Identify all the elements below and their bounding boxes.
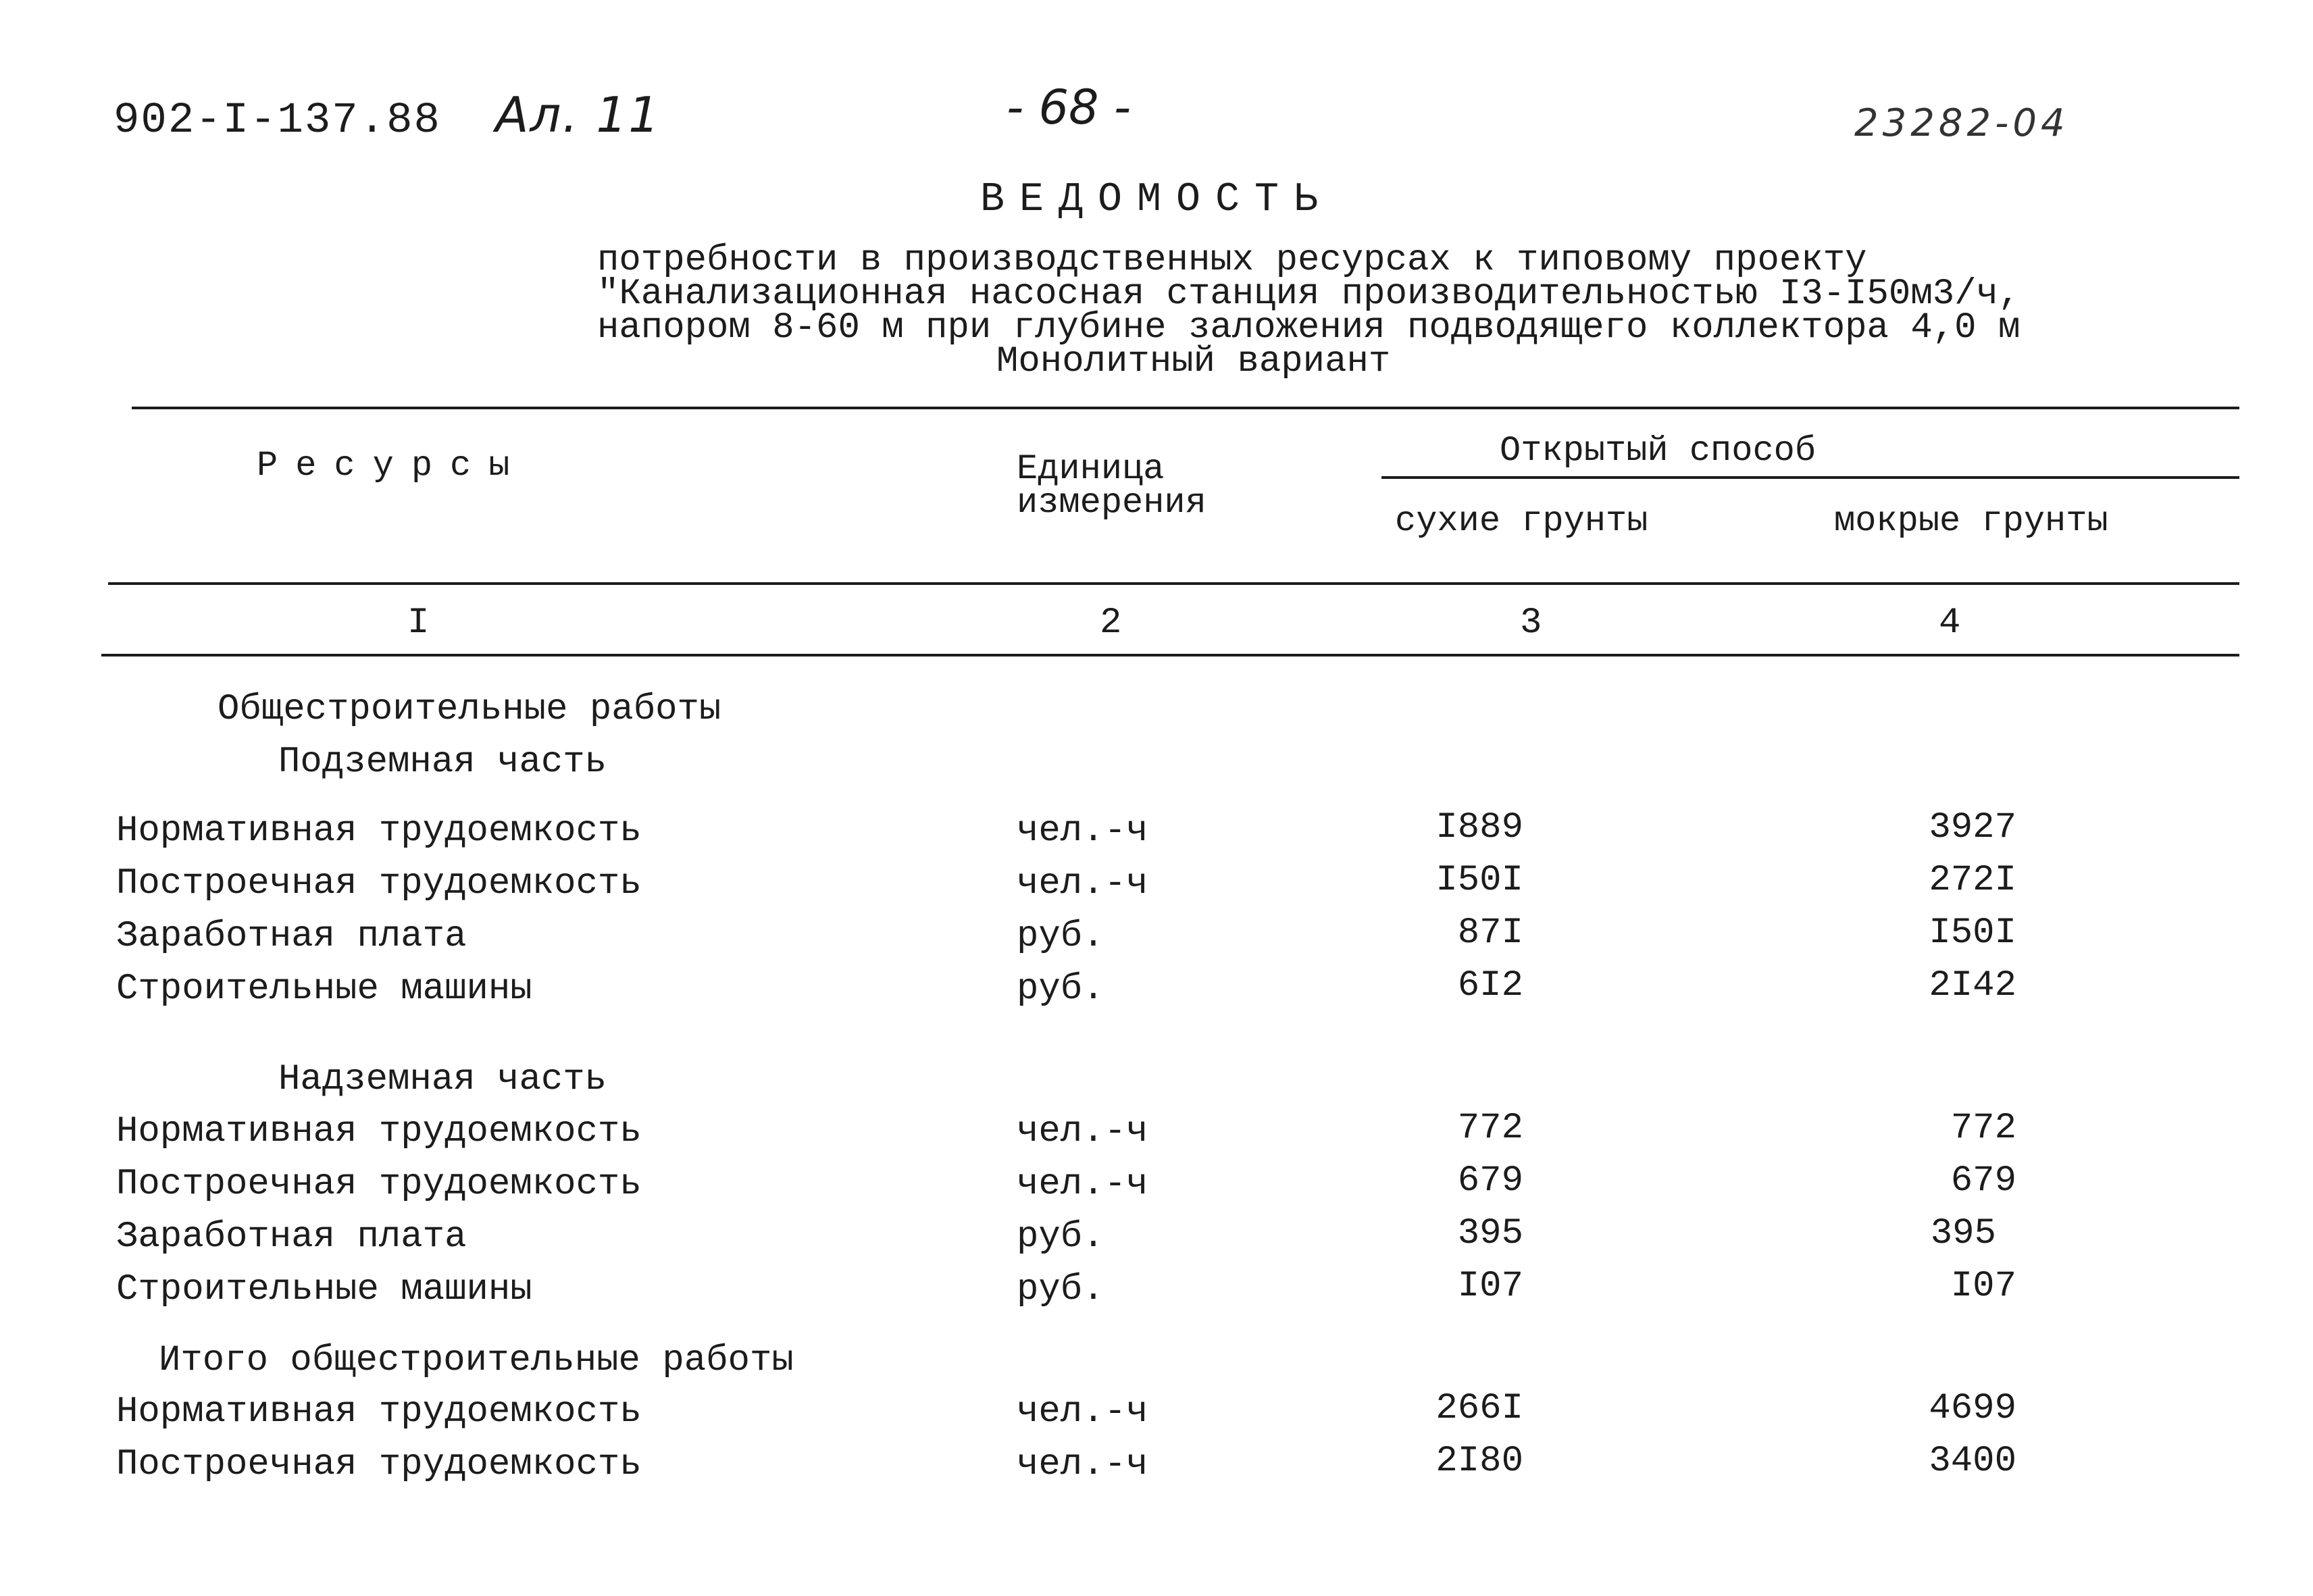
document-code <box>113 86 661 145</box>
column-number-1: I <box>407 602 430 644</box>
row-unit: чел.-ч <box>1017 1164 1148 1205</box>
row-dry-value: 679 <box>1457 1160 1523 1202</box>
column-header-wet-soil: мокрые грунты <box>1834 501 2108 541</box>
row-resource: Построечная трудоемкость <box>116 863 642 904</box>
album-number: Ал. 11 <box>495 86 661 143</box>
row-unit: руб. <box>1017 1216 1104 1258</box>
row-unit: руб. <box>1017 916 1104 957</box>
row-wet-value: 4699 <box>1929 1388 2016 1429</box>
subsection-title-aboveground: Надземная часть <box>278 1059 607 1100</box>
row-wet-value: I07 <box>1950 1266 2016 1307</box>
row-unit: чел.-ч <box>1017 810 1148 852</box>
row-resource: Заработная плата <box>116 1216 467 1258</box>
subsection-title-underground: Подземная часть <box>278 742 607 783</box>
row-dry-value: 266I <box>1435 1388 1523 1429</box>
row-resource: Заработная плата <box>116 916 467 957</box>
subtitle-line-4: Монолитный вариант <box>996 341 1391 382</box>
number-row-rule <box>101 654 2239 657</box>
row-dry-value: I07 <box>1457 1266 1523 1307</box>
row-resource: Нормативная трудоемкость <box>116 1391 642 1433</box>
column-header-dry-soil: сухие грунты <box>1395 501 1648 541</box>
row-dry-value: 2I80 <box>1435 1441 1523 1482</box>
row-wet-value: 395 <box>1930 1213 1996 1254</box>
row-resource: Построечная трудоемкость <box>116 1444 642 1485</box>
row-unit: руб. <box>1017 969 1104 1010</box>
subtitle-line-3: напором 8-60 м при глубине заложения подводящего коллектора 4,0 м <box>597 307 2020 349</box>
row-wet-value: I50I <box>1929 912 2016 954</box>
row-resource: Нормативная трудоемкость <box>116 1111 642 1152</box>
column-header-unit-line-1: Единица <box>1017 449 1165 489</box>
header-bottom-rule <box>108 582 2239 585</box>
row-wet-value: 772 <box>1950 1108 2016 1149</box>
row-dry-value: 6I2 <box>1457 965 1523 1006</box>
row-resource: Строительные машины <box>116 969 532 1010</box>
row-unit: чел.-ч <box>1017 1391 1148 1433</box>
row-wet-value: 679 <box>1950 1160 2016 1202</box>
column-header-open-method: Открытый способ <box>1500 431 1816 471</box>
row-resource: Нормативная трудоемкость <box>116 810 642 852</box>
row-unit: чел.-ч <box>1017 1111 1148 1152</box>
row-wet-value: 3927 <box>1929 807 2016 848</box>
row-dry-value: 87I <box>1457 912 1523 954</box>
row-resource: Построечная трудоемкость <box>116 1164 642 1205</box>
row-dry-value: I50I <box>1435 860 1523 901</box>
inventory-number: 23282-04 <box>1854 101 2069 145</box>
row-dry-value: 395 <box>1457 1213 1523 1254</box>
column-number-2: 2 <box>1100 602 1122 644</box>
row-unit: чел.-ч <box>1017 1444 1148 1485</box>
row-resource: Строительные машины <box>116 1269 532 1310</box>
row-wet-value: 272I <box>1929 860 2016 901</box>
column-number-4: 4 <box>1939 602 1961 644</box>
row-dry-value: 772 <box>1457 1108 1523 1149</box>
subtitle-line-2: "Канализационная насосная станция производительностью I3-I50м3/ч, <box>597 274 2020 315</box>
column-header-resources: Ресурсы <box>257 446 528 486</box>
section-title-general: Общестроительные работы <box>218 689 721 730</box>
column-number-3: 3 <box>1520 602 1542 644</box>
open-method-rule <box>1381 476 2239 479</box>
document-title: ВЕДОМОСТЬ <box>980 177 1333 223</box>
row-unit: чел.-ч <box>1017 863 1148 904</box>
page-number: - 68 - <box>1007 80 1132 135</box>
table-top-rule <box>132 407 2239 409</box>
row-dry-value: I889 <box>1435 807 1523 848</box>
row-wet-value: 2I42 <box>1929 965 2016 1006</box>
row-wet-value: 3400 <box>1929 1441 2016 1482</box>
subtitle-line-1: потребности в производственных ресурсах к типовому проекту <box>597 240 1867 281</box>
section-title-total: Итого общестроительные работы <box>159 1340 794 1381</box>
doc-code: 902-I-137.88 <box>113 97 441 145</box>
column-header-unit-line-2: измерения <box>1017 483 1206 523</box>
row-unit: руб. <box>1017 1269 1104 1310</box>
